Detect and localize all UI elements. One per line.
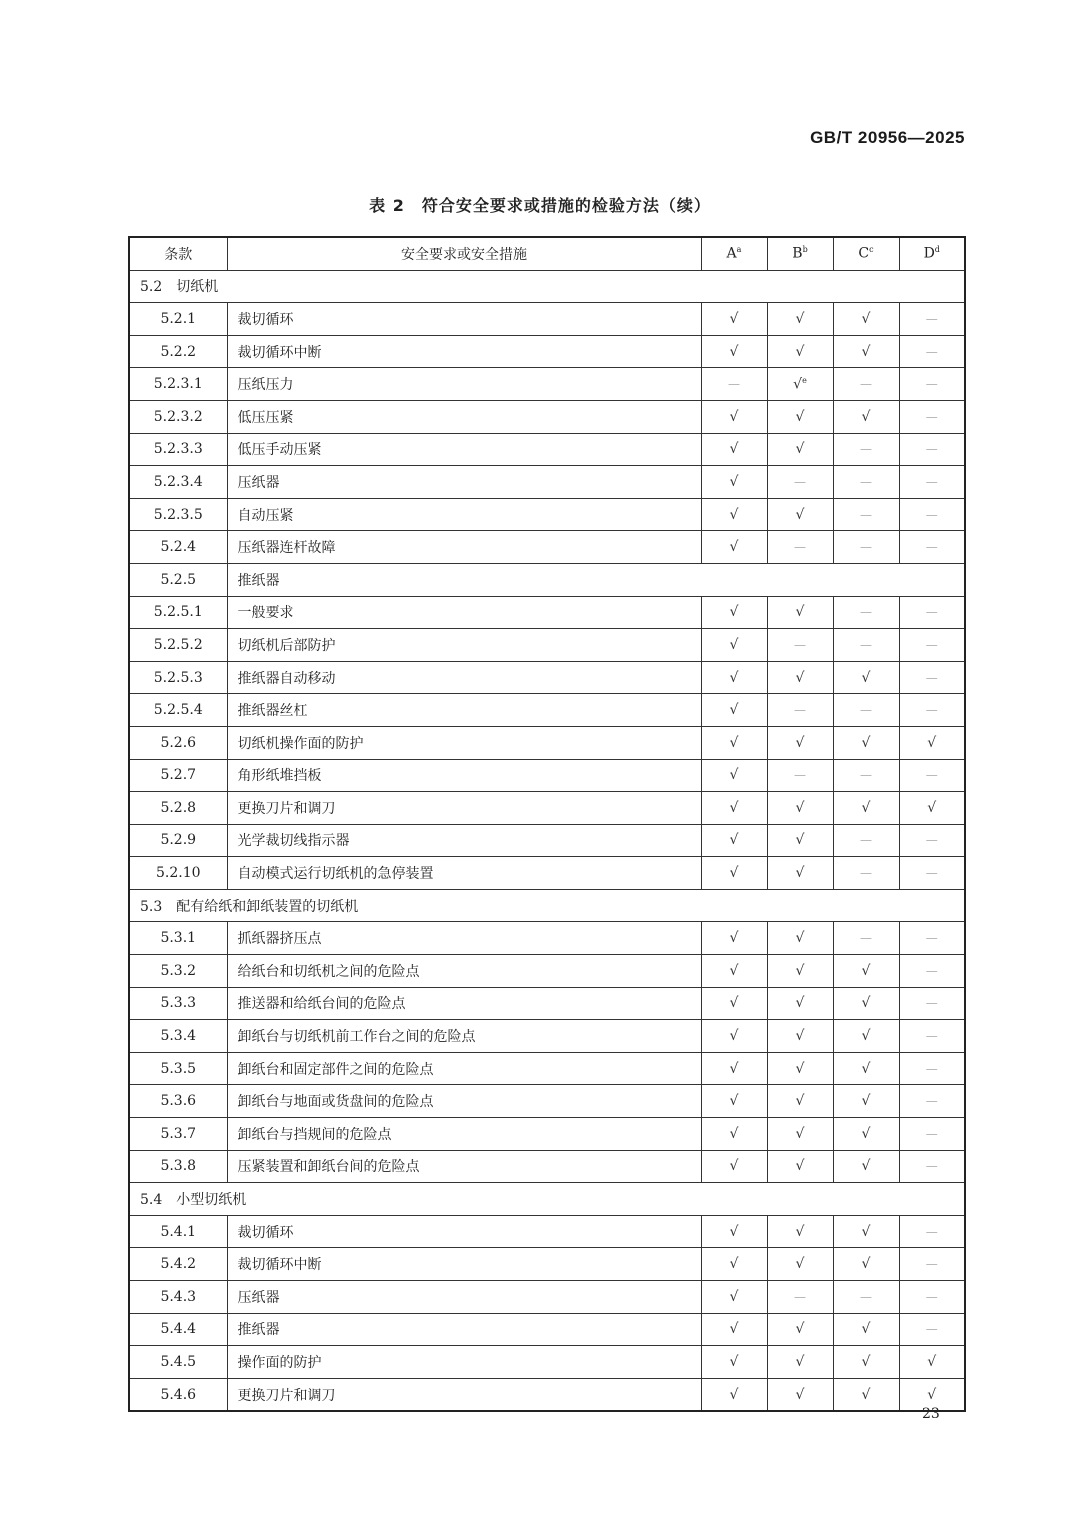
method-a-cell: √ (701, 1020, 767, 1053)
requirement-text: 压纸压力 (227, 368, 701, 401)
requirement-text: 抓纸器挤压点 (227, 922, 701, 955)
requirement-text: 推纸器 (227, 1313, 701, 1346)
table-row (129, 1248, 965, 1281)
method-a-cell: √ (701, 694, 767, 727)
clause-number: 5.2.3.3 (129, 433, 227, 466)
method-b-cell: √ (767, 1052, 833, 1085)
table-row (129, 1052, 965, 1085)
method-c-cell: — (833, 922, 899, 955)
method-b-cell: √ (767, 1150, 833, 1183)
clause-number: 5.2.9 (129, 824, 227, 857)
clause-number: 5.2.5.4 (129, 694, 227, 727)
method-a-cell: √ (701, 661, 767, 694)
requirement-text: 裁切循环 (227, 1215, 701, 1248)
table-row (129, 1313, 965, 1346)
subheading-row (129, 563, 965, 596)
method-d-cell: — (899, 335, 965, 368)
method-c-cell: √ (833, 1052, 899, 1085)
method-b-cell: — (767, 531, 833, 564)
requirement-text: 操作面的防护 (227, 1346, 701, 1379)
clause-number: 5.2.3.2 (129, 400, 227, 433)
method-d-cell: — (899, 661, 965, 694)
clause-number: 5.2.6 (129, 726, 227, 759)
clause-number: 5.4.2 (129, 1248, 227, 1281)
method-d-cell: — (899, 498, 965, 531)
method-b-cell: — (767, 759, 833, 792)
method-d-cell: — (899, 1281, 965, 1314)
method-c-cell: √ (833, 955, 899, 988)
method-b-cell: √ (767, 1020, 833, 1053)
table-row (129, 1346, 965, 1379)
requirement-text: 压纸器连杆故障 (227, 531, 701, 564)
method-d-cell: — (899, 1052, 965, 1085)
clause-number: 5.4.5 (129, 1346, 227, 1379)
table-row (129, 335, 965, 368)
page-number: 23 (922, 1406, 940, 1422)
method-a-cell: √ (701, 1052, 767, 1085)
method-d-cell: — (899, 303, 965, 336)
method-d-cell: √ (899, 726, 965, 759)
table-row (129, 400, 965, 433)
requirement-text: 低压压紧 (227, 400, 701, 433)
method-c-cell: — (833, 596, 899, 629)
table-row (129, 726, 965, 759)
clause-number: 5.2.10 (129, 857, 227, 890)
table-row (129, 792, 965, 825)
method-b-cell: √ (767, 433, 833, 466)
method-a-cell: √ (701, 1313, 767, 1346)
clause-number: 5.2.5 (129, 563, 227, 596)
section-label: 5.2 切纸机 (129, 270, 965, 303)
method-c-cell: — (833, 466, 899, 499)
method-c-cell: √ (833, 1118, 899, 1151)
requirement-text: 卸纸台和固定部件之间的危险点 (227, 1052, 701, 1085)
method-c-cell: √ (833, 987, 899, 1020)
method-c-cell: √ (833, 1020, 899, 1053)
table-row (129, 1378, 965, 1411)
requirement-text: 裁切循环 (227, 303, 701, 336)
method-d-cell: — (899, 1313, 965, 1346)
requirement-text: 裁切循环中断 (227, 335, 701, 368)
requirement-text: 推纸器丝杠 (227, 694, 701, 727)
method-c-cell: √ (833, 726, 899, 759)
header-b: $B^b$ (767, 237, 833, 270)
method-b-cell: √ (767, 1313, 833, 1346)
section-label: 5.3 配有给纸和卸纸装置的切纸机 (129, 889, 965, 922)
section-row (129, 889, 965, 922)
method-b-cell: √ (767, 661, 833, 694)
method-a-cell: √ (701, 792, 767, 825)
method-c-cell: — (833, 433, 899, 466)
requirement-text: 自动模式运行切纸机的急停装置 (227, 857, 701, 890)
table-row (129, 922, 965, 955)
requirement-text: 压纸器 (227, 1281, 701, 1314)
requirement-text: 推纸器自动移动 (227, 661, 701, 694)
method-b-cell: — (767, 694, 833, 727)
method-b-cell: — (767, 466, 833, 499)
method-b-cell: — (767, 1281, 833, 1314)
clause-number: 5.2.5.2 (129, 629, 227, 662)
table-row (129, 759, 965, 792)
method-a-cell: √ (701, 466, 767, 499)
method-d-cell: — (899, 629, 965, 662)
method-d-cell: — (899, 1248, 965, 1281)
method-b-cell: √ (767, 955, 833, 988)
method-b-cell: √ (767, 498, 833, 531)
clause-number: 5.3.5 (129, 1052, 227, 1085)
table-row (129, 498, 965, 531)
method-a-cell: √ (701, 433, 767, 466)
method-b-cell: √ (767, 1215, 833, 1248)
requirement-text: 给纸台和切纸机之间的危险点 (227, 955, 701, 988)
method-d-cell: — (899, 694, 965, 727)
method-d-cell: — (899, 824, 965, 857)
clause-number: 5.2.3.5 (129, 498, 227, 531)
method-d-cell: — (899, 955, 965, 988)
method-c-cell: √ (833, 400, 899, 433)
method-a-cell: √ (701, 1346, 767, 1379)
method-b-cell: √ (767, 1378, 833, 1411)
table-row (129, 1215, 965, 1248)
method-a-cell: √ (701, 400, 767, 433)
clause-number: 5.3.3 (129, 987, 227, 1020)
method-d-cell: — (899, 857, 965, 890)
section-row (129, 1183, 965, 1216)
clause-number: 5.4.4 (129, 1313, 227, 1346)
method-b-cell: √ (767, 1118, 833, 1151)
method-a-cell: √ (701, 498, 767, 531)
method-d-cell: — (899, 466, 965, 499)
method-d-cell: — (899, 1215, 965, 1248)
method-a-cell: √ (701, 1248, 767, 1281)
requirement-text: 卸纸台与地面或货盘间的危险点 (227, 1085, 701, 1118)
table-row (129, 1281, 965, 1314)
method-c-cell: — (833, 824, 899, 857)
method-c-cell: √ (833, 1248, 899, 1281)
method-b-cell: √ (767, 1085, 833, 1118)
table-row (129, 1020, 965, 1053)
clause-number: 5.2.5.1 (129, 596, 227, 629)
method-c-cell: √ (833, 1085, 899, 1118)
method-d-cell: — (899, 1118, 965, 1151)
method-a-cell: √ (701, 1150, 767, 1183)
method-c-cell: √ (833, 1150, 899, 1183)
method-a-cell: √ (701, 857, 767, 890)
requirement-text: 卸纸台与挡规间的危险点 (227, 1118, 701, 1151)
method-d-cell: √ (899, 1378, 965, 1411)
section-row (129, 270, 965, 303)
method-d-cell: — (899, 922, 965, 955)
table-row (129, 1118, 965, 1151)
requirement-text: 推纸器 (227, 563, 965, 596)
method-c-cell: — (833, 629, 899, 662)
table-row (129, 303, 965, 336)
method-b-cell: √ (767, 1346, 833, 1379)
requirement-text: 低压手动压紧 (227, 433, 701, 466)
table-row (129, 824, 965, 857)
method-a-cell: √ (701, 1281, 767, 1314)
method-c-cell: √ (833, 1346, 899, 1379)
clause-number: 5.2.5.3 (129, 661, 227, 694)
method-a-cell: √ (701, 531, 767, 564)
requirement-text: 自动压紧 (227, 498, 701, 531)
method-b-cell: √ (767, 726, 833, 759)
table-row (129, 955, 965, 988)
clause-number: 5.3.7 (129, 1118, 227, 1151)
requirement-text: 光学裁切线指示器 (227, 824, 701, 857)
requirement-text: 裁切循环中断 (227, 1248, 701, 1281)
clause-number: 5.4.1 (129, 1215, 227, 1248)
method-c-cell: √ (833, 1378, 899, 1411)
method-a-cell: √ (701, 824, 767, 857)
method-a-cell: √ (701, 629, 767, 662)
method-b-cell: √ (767, 857, 833, 890)
method-d-cell: — (899, 759, 965, 792)
method-c-cell: √ (833, 335, 899, 368)
header-clause: 条款 (129, 237, 227, 270)
inspection-table (128, 236, 966, 1412)
method-b-cell: √ (767, 824, 833, 857)
table-title: 表 2 符合安全要求或措施的检验方法（续） (369, 196, 711, 215)
requirement-text: 推送器和给纸台间的危险点 (227, 987, 701, 1020)
method-c-cell: √ (833, 1313, 899, 1346)
requirement-text: 压纸器 (227, 466, 701, 499)
method-d-cell: — (899, 531, 965, 564)
method-b-cell: √ (767, 1248, 833, 1281)
method-b-cell: √ (767, 922, 833, 955)
table-row (129, 433, 965, 466)
method-b-cell: √ (767, 596, 833, 629)
table-header-row (129, 237, 965, 270)
method-b-cell: √ (767, 987, 833, 1020)
method-d-cell: — (899, 368, 965, 401)
table-row (129, 466, 965, 499)
method-b-cell: — (767, 629, 833, 662)
requirement-text: 切纸机后部防护 (227, 629, 701, 662)
method-d-cell: √ (899, 1346, 965, 1379)
method-a-cell: √ (701, 759, 767, 792)
method-a-cell: √ (701, 596, 767, 629)
clause-number: 5.3.4 (129, 1020, 227, 1053)
table-row (129, 629, 965, 662)
method-c-cell: — (833, 531, 899, 564)
header-requirement: 安全要求或安全措施 (227, 237, 701, 270)
table-row (129, 694, 965, 727)
method-a-cell: √ (701, 922, 767, 955)
clause-number: 5.2.1 (129, 303, 227, 336)
requirement-text: 更换刀片和调刀 (227, 792, 701, 825)
clause-number: 5.2.8 (129, 792, 227, 825)
header-a: $A^a$ (701, 237, 767, 270)
table-row (129, 661, 965, 694)
method-b-cell: √ (767, 792, 833, 825)
clause-number: 5.2.3.1 (129, 368, 227, 401)
clause-number: 5.2.4 (129, 531, 227, 564)
method-b-cell: √ (767, 335, 833, 368)
clause-number: 5.2.3.4 (129, 466, 227, 499)
section-label: 5.4 小型切纸机 (129, 1183, 965, 1216)
clause-number: 5.4.3 (129, 1281, 227, 1314)
table-row (129, 987, 965, 1020)
method-a-cell: √ (701, 1215, 767, 1248)
method-d-cell: — (899, 596, 965, 629)
method-c-cell: — (833, 1281, 899, 1314)
method-d-cell: — (899, 433, 965, 466)
clause-number: 5.3.6 (129, 1085, 227, 1118)
method-a-cell: √ (701, 726, 767, 759)
clause-number: 5.3.8 (129, 1150, 227, 1183)
table-row (129, 1085, 965, 1118)
header-d: $D^d$ (899, 237, 965, 270)
method-b-cell: √$^e$ (767, 368, 833, 401)
requirement-text: 卸纸台与切纸机前工作台之间的危险点 (227, 1020, 701, 1053)
method-b-cell: √ (767, 303, 833, 336)
requirement-text: 压紧装置和卸纸台间的危险点 (227, 1150, 701, 1183)
table-row (129, 1150, 965, 1183)
method-d-cell: √ (899, 792, 965, 825)
method-b-cell: √ (767, 400, 833, 433)
header-c: $C^c$ (833, 237, 899, 270)
table-row (129, 596, 965, 629)
requirement-text: 切纸机操作面的防护 (227, 726, 701, 759)
method-a-cell: √ (701, 1378, 767, 1411)
table-row (129, 531, 965, 564)
method-c-cell: √ (833, 661, 899, 694)
method-a-cell: √ (701, 335, 767, 368)
method-a-cell: √ (701, 1118, 767, 1151)
method-c-cell: √ (833, 1215, 899, 1248)
table-body (129, 270, 965, 1411)
clause-number: 5.3.1 (129, 922, 227, 955)
method-c-cell: — (833, 498, 899, 531)
method-c-cell: — (833, 759, 899, 792)
method-c-cell: — (833, 368, 899, 401)
table-row (129, 857, 965, 890)
method-a-cell: √ (701, 955, 767, 988)
method-c-cell: √ (833, 303, 899, 336)
method-a-cell: √ (701, 987, 767, 1020)
standard-number: GB/T 20956—2025 (810, 128, 965, 147)
method-c-cell: √ (833, 792, 899, 825)
method-c-cell: — (833, 857, 899, 890)
method-d-cell: — (899, 1085, 965, 1118)
clause-number: 5.2.2 (129, 335, 227, 368)
requirement-text: 一般要求 (227, 596, 701, 629)
method-d-cell: — (899, 1020, 965, 1053)
method-a-cell: √ (701, 303, 767, 336)
method-d-cell: — (899, 400, 965, 433)
clause-number: 5.2.7 (129, 759, 227, 792)
requirement-text: 更换刀片和调刀 (227, 1378, 701, 1411)
method-a-cell: √ (701, 1085, 767, 1118)
method-a-cell: — (701, 368, 767, 401)
clause-number: 5.3.2 (129, 955, 227, 988)
method-d-cell: — (899, 987, 965, 1020)
method-d-cell: — (899, 1150, 965, 1183)
method-c-cell: — (833, 694, 899, 727)
clause-number: 5.4.6 (129, 1378, 227, 1411)
requirement-text: 角形纸堆挡板 (227, 759, 701, 792)
table-row (129, 368, 965, 401)
